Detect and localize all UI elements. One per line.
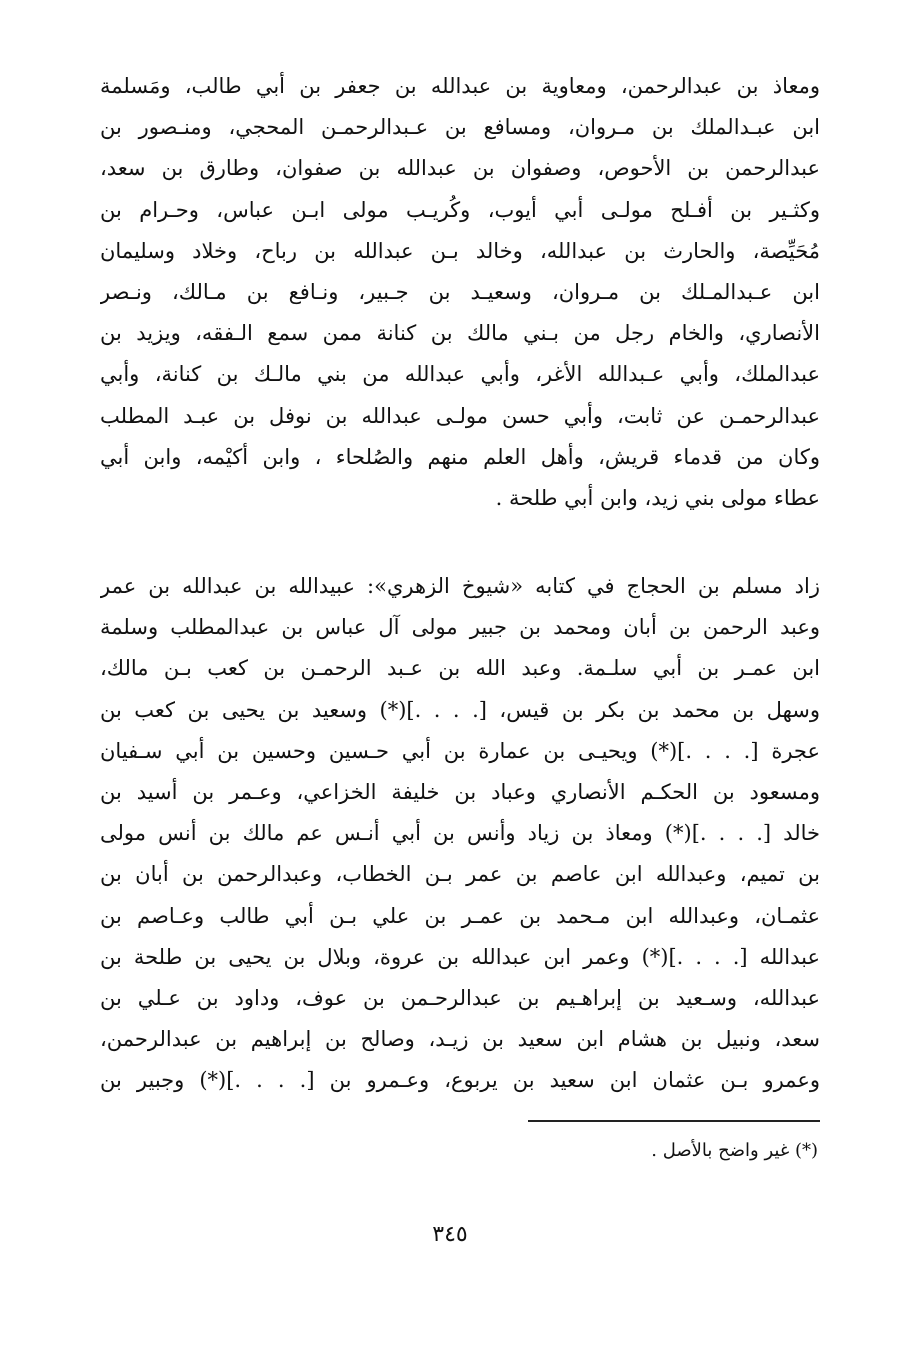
text-line: عثمـان، وعبدالله ابن مـحمد بن عمـر بن علي بـن أبي طالب وعـاصم بن (100, 903, 820, 928)
text-line: ابن عبـدالملك بن مـروان، ومسافع بن عـبدالرحمـن المحجي، ومنـصور بن (100, 115, 820, 140)
page-number: ٣٤٥ (432, 1222, 468, 1247)
footnote: (*) غير واضح بالأصل . (651, 1140, 818, 1161)
footnote-divider (528, 1120, 820, 1122)
text-line: الأنصاري، والخام رجل من بـني مالك بن كنانة ممن سمع الـفقه، ويزيد بن (100, 321, 820, 346)
text-line: عبدالملك، وأبي عـبدالله الأغر، وأبي عبدالله من بني مالـك بن كنانة، وأبي (100, 362, 820, 387)
text-line: خالد [. . . .](*) ومعاذ بن زياد وأنس بن أبي أنـس عم مالك بن أنس مولى (100, 821, 820, 846)
text-line: وكثـير بن أفـلح مولـى أبي أيوب، وكُريـب مولى ابـن عباس، وحـرام بن (100, 197, 820, 222)
text-line: عبدالرحمـن عن ثابت، وأبي حسن مولـى عبدالله بن نوفل بن عبـد المطلب (100, 403, 820, 428)
text-line: ومسعود بن الحكـم الأنصاري وعباد بن خليفة الخزاعي، وعـمر بن أسيد بن (100, 779, 820, 804)
text-line: بن تميم، وعبدالله ابن عاصم بن عمر بـن الخطاب، وعبدالرحمن بن أبان بن (100, 862, 820, 887)
text-line: ابن عـبدالمـلك بن مـروان، وسعيـد بن جـبير، ونـافع بن مـالك، ونـصر (100, 279, 820, 304)
text-line: عبدالرحمن بن الأحوص، وصفوان بن عبدالله بن صفوان، وطارق بن سعد، (100, 156, 820, 181)
text-line: سعد، ونبيل بن هشام ابن سعيد بن زيـد، وصالح بن إبراهيم بن عبدالرحمن، (100, 1027, 820, 1052)
text-line: عبدالله، وسـعيد بن إبراهـيم بن عبدالرحـمن بن عوف، وداود بن عـلي بن (100, 985, 820, 1010)
text-line: زاد مسلم بن الحجاج في كتابه «شيوخ الزهري»: عبيدالله بن عبدالله بن عمر (100, 574, 820, 598)
text-line: مُحَيِّصة، والحارث بن عبدالله، وخالد بـن عبدالله بن رباح، وخلاد وسليمان (100, 238, 820, 263)
text-line: وكان من قدماء قريش، وأهل العلم منهم والصُلحاء ، وابن أكيْمه، وابن أبي (100, 444, 820, 469)
text-line: وعمرو بـن عثمان ابن سعيد بن يربوع، وعـمرو بن [. . . .](*) وجبير بن (100, 1068, 820, 1093)
text-line: ابن عمـر بن أبي سلـمة. وعبد الله بن عـبد الرحمـن بن كعب بـن مالك، (100, 656, 820, 681)
text-line: وسهل بن محمد بن بكر بن قيس، [. . . .](*) وسعيد بن يحيى بن كعب بن (100, 697, 820, 722)
text-line: وعبد الرحمن بن أبان ومحمد بن جبير مولى آل عباس بن عبدالمطلب وسلمة (100, 615, 820, 640)
text-line: عطاء مولى بني زيد، وابن أبي طلحة . (495, 485, 820, 510)
paragraph-narrators-list (100, 66, 820, 519)
text-line: عبدالله [. . . .](*) وعمر ابن عبدالله بن عروة، وبلال بن يحيى بن طلحة بن (100, 944, 820, 969)
paragraph-muslim-additions (100, 566, 820, 1101)
text-line: عجرة [. . . .](*) ويحيـى بن عمارة بن أبي حـسين وحسين بن أبي سـفيان (100, 738, 820, 763)
text-line: ومعاذ بن عبدالرحمن، ومعاوية بن عبدالله بن جعفر بن أبي طالب، ومَسلمة (100, 74, 820, 98)
